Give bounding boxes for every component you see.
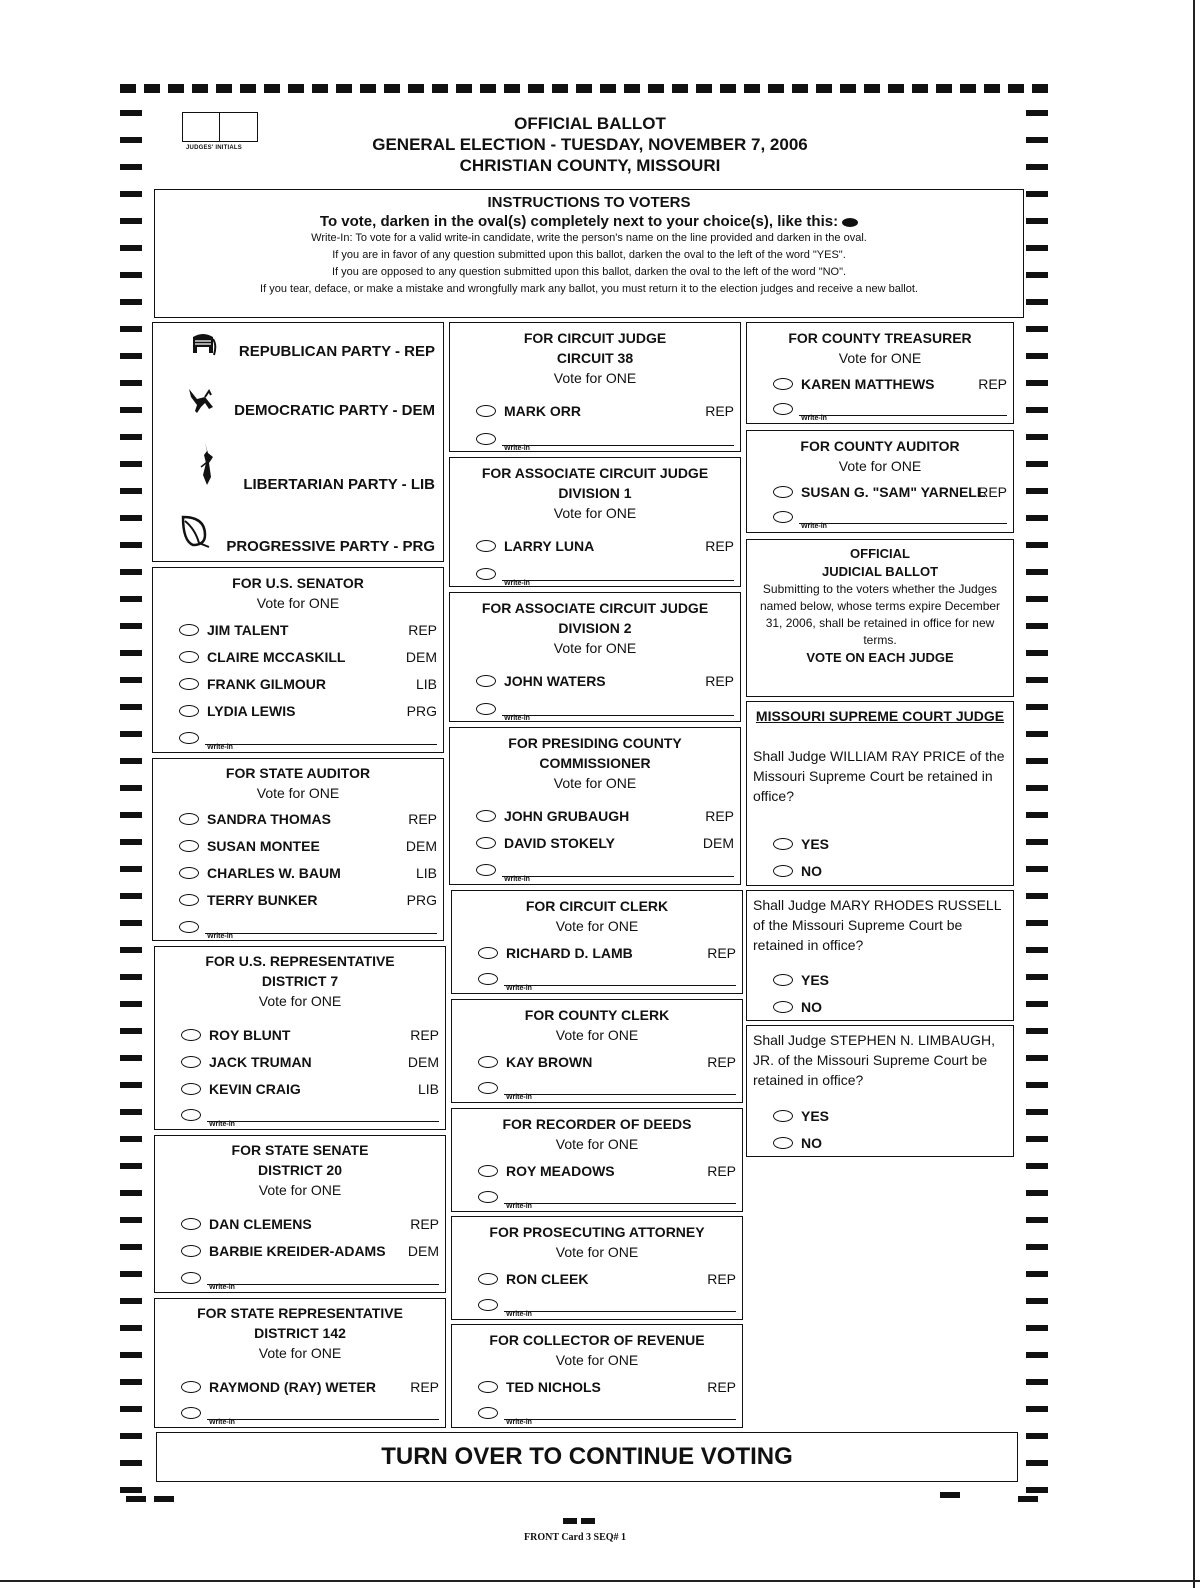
party-label-democratic: DEMOCRATIC PARTY - DEM — [234, 402, 435, 419]
vote-oval[interactable] — [773, 838, 793, 850]
ballot-header — [160, 113, 1020, 176]
write-in-label: Write-in — [209, 1121, 235, 1128]
race-state-representative — [154, 1298, 446, 1428]
vote-oval[interactable] — [179, 732, 199, 744]
write-in-label: Write-in — [506, 985, 532, 992]
no-option[interactable] — [773, 863, 1007, 881]
race-title: FOR STATE AUDITOR — [225, 765, 371, 781]
vote-oval[interactable] — [179, 624, 199, 636]
candidate-name: LYDIA LEWIS — [207, 703, 296, 719]
race-title: FOR CIRCUIT JUDGE — [523, 330, 667, 346]
write-in-line[interactable] — [504, 1094, 736, 1095]
candidate-row[interactable] — [476, 673, 734, 691]
write-in-row[interactable] — [773, 511, 1007, 531]
vote-for-one: Vote for ONE — [555, 1027, 639, 1043]
write-in-line[interactable] — [504, 1311, 736, 1312]
vote-for-one: Vote for ONE — [553, 640, 637, 656]
candidate-party: REP — [410, 1379, 439, 1395]
candidate-name: ROY MEADOWS — [506, 1163, 615, 1179]
vote-oval[interactable] — [181, 1272, 201, 1284]
candidate-name: FRANK GILMOUR — [207, 676, 326, 692]
candidate-party: DEM — [407, 1243, 439, 1259]
candidate-party: REP — [408, 811, 437, 827]
race-circuit-clerk — [451, 890, 743, 994]
candidate-party: DEM — [407, 1054, 439, 1070]
vote-for-one: Vote for ONE — [256, 595, 340, 611]
write-in-line[interactable] — [207, 1419, 439, 1420]
write-in-row[interactable] — [478, 1407, 736, 1427]
candidate-name: SANDRA THOMAS — [207, 811, 331, 827]
vote-oval[interactable] — [478, 1273, 498, 1285]
vote-oval[interactable] — [478, 1191, 498, 1203]
race-title: FOR COUNTY TREASURER — [788, 330, 972, 346]
donkey-icon — [183, 383, 219, 417]
candidate-row[interactable] — [179, 865, 437, 883]
vote-for-one: Vote for ONE — [555, 1136, 639, 1152]
candidate-name: TERRY BUNKER — [207, 892, 318, 908]
write-in-label: Write-in — [504, 445, 530, 452]
candidate-name: KAY BROWN — [506, 1054, 593, 1070]
retention-question-russell — [746, 890, 1014, 1021]
candidate-name: TED NICHOLS — [506, 1379, 601, 1395]
race-title-line2: COMMISSIONER — [539, 755, 651, 771]
write-in-line[interactable] — [207, 1121, 439, 1122]
write-in-line[interactable] — [207, 1284, 439, 1285]
candidate-party: REP — [705, 808, 734, 824]
vote-oval[interactable] — [181, 1407, 201, 1419]
write-in-row[interactable] — [181, 1407, 439, 1427]
race-title: FOR U.S. REPRESENTATIVE — [205, 953, 395, 969]
instructions-main-text: To vote, darken in the oval(s) completely next to your choice(s), like this: — [319, 213, 839, 230]
write-in-label: Write-in — [209, 1419, 235, 1426]
sheet-edge-right — [1193, 0, 1195, 1588]
vote-oval[interactable] — [179, 678, 199, 690]
judicial-title-2: JUDICIAL BALLOT — [821, 564, 939, 579]
retention-question: Shall Judge STEPHEN N. LIMBAUGH, JR. of the Missouri Supreme Court be retained in office? — [753, 1032, 995, 1088]
write-in-row[interactable] — [773, 403, 1007, 423]
vote-for-one: Vote for ONE — [553, 505, 637, 521]
yes-label: YES — [801, 836, 830, 852]
vote-for-one: Vote for ONE — [838, 458, 922, 474]
leaf-icon — [179, 513, 211, 549]
candidate-row[interactable] — [181, 1027, 439, 1045]
race-title: FOR ASSOCIATE CIRCUIT JUDGE — [481, 600, 709, 616]
vote-oval[interactable] — [179, 840, 199, 852]
write-in-row[interactable] — [476, 433, 734, 453]
candidate-party: REP — [978, 484, 1007, 500]
write-in-line[interactable] — [502, 876, 734, 877]
instructions-title: INSTRUCTIONS TO VOTERS — [487, 194, 691, 211]
court-title: MISSOURI SUPREME COURT JUDGE — [755, 708, 1005, 724]
party-emblems-box — [152, 322, 444, 562]
candidate-party: REP — [707, 1054, 736, 1070]
candidate-name: RON CLEEK — [506, 1271, 589, 1287]
vote-oval[interactable] — [773, 403, 793, 415]
vote-for-one: Vote for ONE — [553, 370, 637, 386]
sheet-edge-bottom — [0, 1580, 1200, 1582]
write-in-row[interactable] — [478, 1082, 736, 1102]
candidate-party: PRG — [406, 892, 437, 908]
candidate-party: REP — [705, 538, 734, 554]
candidate-party: REP — [705, 403, 734, 419]
vote-oval[interactable] — [179, 813, 199, 825]
party-label-republican: REPUBLICAN PARTY - REP — [238, 343, 435, 360]
timing-marks-top — [120, 84, 1048, 93]
vote-oval[interactable] — [476, 405, 496, 417]
vote-oval[interactable] — [476, 675, 496, 687]
candidate-row[interactable] — [179, 811, 437, 829]
candidate-row[interactable] — [179, 892, 437, 910]
candidate-name: SUSAN G. "SAM" YARNELL — [801, 484, 986, 500]
candidate-name: SUSAN MONTEE — [207, 838, 320, 854]
candidate-name: JIM TALENT — [207, 622, 289, 638]
judges-initials-label: JUDGES' INITIALS — [186, 145, 242, 151]
candidate-party: REP — [707, 1379, 736, 1395]
race-presiding-commissioner — [449, 727, 741, 885]
vote-oval[interactable] — [478, 1299, 498, 1311]
write-in-line[interactable] — [205, 933, 437, 934]
elephant-icon — [189, 333, 217, 359]
no-label: NO — [801, 863, 822, 879]
candidate-name: ROY BLUNT — [209, 1027, 291, 1043]
no-label: NO — [801, 999, 822, 1015]
race-title: FOR CIRCUIT CLERK — [525, 898, 669, 914]
instructions-main — [155, 213, 1023, 230]
vote-oval[interactable] — [476, 540, 496, 552]
race-district: DISTRICT 142 — [254, 1325, 346, 1341]
candidate-party: REP — [707, 1271, 736, 1287]
write-in-row[interactable] — [181, 1109, 439, 1129]
instructions-line: If you tear, deface, or make a mistake and wrongfully mark any ballot, you must return it to the election judges and receive a new ballot. — [260, 283, 918, 295]
race-us-senator — [152, 567, 444, 753]
write-in-line[interactable] — [504, 985, 736, 986]
vote-oval[interactable] — [476, 810, 496, 822]
candidate-row[interactable] — [478, 1054, 736, 1072]
yes-option[interactable] — [773, 972, 1007, 990]
candidate-party: DEM — [405, 838, 437, 854]
candidate-name: DAN CLEMENS — [209, 1216, 312, 1232]
race-collector-of-revenue — [451, 1324, 743, 1428]
filled-oval-example — [842, 218, 858, 227]
race-title: FOR RECORDER OF DEEDS — [502, 1116, 692, 1132]
turn-over-banner: TURN OVER TO CONTINUE VOTING — [156, 1432, 1018, 1482]
write-in-row[interactable] — [478, 1191, 736, 1211]
timing-marks-right — [1026, 110, 1048, 1500]
write-in-line[interactable] — [502, 580, 734, 581]
candidate-party: DEM — [405, 649, 437, 665]
vote-oval[interactable] — [773, 511, 793, 523]
race-district: DIVISION 1 — [558, 485, 632, 501]
candidate-row[interactable] — [478, 1163, 736, 1181]
write-in-row[interactable] — [476, 864, 734, 884]
card-sequence: FRONT Card 3 SEQ# 1 — [524, 1532, 627, 1543]
retention-question-price — [746, 701, 1014, 886]
race-title: FOR STATE SENATE — [231, 1142, 369, 1158]
candidate-row[interactable] — [179, 838, 437, 856]
write-in-row[interactable] — [478, 1299, 736, 1319]
candidate-row[interactable] — [179, 703, 437, 721]
write-in-label: Write-in — [207, 744, 233, 751]
write-in-label: Write-in — [207, 933, 233, 940]
write-in-line[interactable] — [799, 523, 1007, 524]
write-in-row[interactable] — [478, 973, 736, 993]
vote-oval[interactable] — [773, 1110, 793, 1122]
vote-oval[interactable] — [179, 921, 199, 933]
statue-of-liberty-icon — [195, 441, 219, 489]
race-county-treasurer — [746, 322, 1014, 424]
vote-oval[interactable] — [478, 1082, 498, 1094]
no-option[interactable] — [773, 1135, 1007, 1153]
write-in-label: Write-in — [504, 715, 530, 722]
candidate-row[interactable] — [476, 403, 734, 421]
vote-for-one: Vote for ONE — [256, 785, 340, 801]
vote-oval[interactable] — [181, 1109, 201, 1121]
retention-question: Shall Judge MARY RHODES RUSSELL of the Missouri Supreme Court be retained in office? — [753, 897, 1001, 953]
party-label-progressive: PROGRESSIVE PARTY - PRG — [226, 538, 435, 555]
vote-oval[interactable] — [476, 837, 496, 849]
ballot-title: OFFICIAL BALLOT — [514, 114, 666, 133]
vote-for-one: Vote for ONE — [555, 1244, 639, 1260]
vote-oval[interactable] — [478, 947, 498, 959]
vote-oval[interactable] — [478, 1165, 498, 1177]
yes-option[interactable] — [773, 836, 1007, 854]
vote-for-one: Vote for ONE — [555, 918, 639, 934]
judicial-text: Submitting to the voters whether the Judges named below, whose terms expire December 31, 2006, shall be retained in office for new terms. — [759, 582, 1001, 647]
candidate-party: REP — [408, 622, 437, 638]
candidate-name: LARRY LUNA — [504, 538, 595, 554]
write-in-line[interactable] — [504, 1419, 736, 1420]
vote-oval[interactable] — [773, 974, 793, 986]
race-associate-circuit-judge-div1 — [449, 457, 741, 587]
judicial-ballot-intro — [746, 539, 1014, 697]
candidate-party: REP — [410, 1216, 439, 1232]
vote-for-one: Vote for ONE — [838, 350, 922, 366]
vote-oval[interactable] — [181, 1029, 201, 1041]
race-recorder-of-deeds — [451, 1108, 743, 1212]
write-in-line[interactable] — [205, 744, 437, 745]
yes-label: YES — [801, 972, 830, 988]
candidate-row[interactable] — [478, 1379, 736, 1397]
vote-oval[interactable] — [478, 1407, 498, 1419]
vote-oval[interactable] — [478, 1056, 498, 1068]
race-county-clerk — [451, 999, 743, 1103]
vote-oval[interactable] — [181, 1381, 201, 1393]
write-in-label: Write-in — [801, 415, 827, 422]
candidate-row[interactable] — [476, 835, 734, 853]
write-in-line[interactable] — [504, 1203, 736, 1204]
vote-oval[interactable] — [179, 705, 199, 717]
write-in-label: Write-in — [506, 1203, 532, 1210]
race-title: FOR STATE REPRESENTATIVE — [197, 1305, 403, 1321]
write-in-row[interactable] — [476, 703, 734, 723]
vote-oval[interactable] — [181, 1245, 201, 1257]
candidate-name: DAVID STOKELY — [504, 835, 615, 851]
vote-oval[interactable] — [773, 486, 793, 498]
race-county-auditor — [746, 430, 1014, 533]
candidate-party: REP — [705, 673, 734, 689]
vote-on-each-judge: VOTE ON EACH JUDGE — [806, 650, 954, 665]
candidate-name: BARBIE KREIDER-ADAMS — [209, 1243, 386, 1259]
vote-for-one: Vote for ONE — [258, 1182, 342, 1198]
write-in-label: Write-in — [504, 876, 530, 883]
candidate-party: REP — [978, 376, 1007, 392]
candidate-row[interactable] — [181, 1216, 439, 1234]
timing-marks-left — [120, 110, 142, 1500]
yes-option[interactable] — [773, 1108, 1007, 1126]
write-in-row[interactable] — [179, 921, 437, 941]
write-in-row[interactable] — [179, 732, 437, 752]
candidate-party: REP — [707, 1163, 736, 1179]
candidate-row[interactable] — [773, 484, 1007, 502]
county-title: CHRISTIAN COUNTY, MISSOURI — [459, 156, 721, 175]
candidate-name: RAYMOND (RAY) WETER — [209, 1379, 376, 1395]
retention-question-limbaugh — [746, 1025, 1014, 1157]
candidate-name: JOHN GRUBAUGH — [504, 808, 630, 824]
vote-oval[interactable] — [179, 651, 199, 663]
race-us-representative — [154, 946, 446, 1130]
vote-for-one: Vote for ONE — [553, 775, 637, 791]
election-title: GENERAL ELECTION - TUESDAY, NOVEMBER 7, 2006 — [372, 135, 808, 154]
write-in-row[interactable] — [181, 1272, 439, 1292]
race-title: FOR COLLECTOR OF REVENUE — [489, 1332, 705, 1348]
write-in-label: Write-in — [504, 580, 530, 587]
candidate-name: JOHN WATERS — [504, 673, 606, 689]
vote-for-one: Vote for ONE — [258, 993, 342, 1009]
vote-oval[interactable] — [773, 378, 793, 390]
no-label: NO — [801, 1135, 822, 1151]
write-in-row[interactable] — [476, 568, 734, 588]
write-in-label: Write-in — [506, 1311, 532, 1318]
candidate-row[interactable] — [478, 945, 736, 963]
candidate-row[interactable] — [179, 676, 437, 694]
race-title: FOR COUNTY AUDITOR — [800, 438, 960, 454]
race-district: DISTRICT 7 — [261, 973, 339, 989]
race-title: FOR ASSOCIATE CIRCUIT JUDGE — [481, 465, 709, 481]
race-district: DISTRICT 20 — [257, 1162, 342, 1178]
candidate-name: CLAIRE MCCASKILL — [207, 649, 346, 665]
write-in-label: Write-in — [506, 1419, 532, 1426]
race-title: FOR PROSECUTING ATTORNEY — [489, 1224, 705, 1240]
write-in-line[interactable] — [502, 715, 734, 716]
write-in-label: Write-in — [506, 1094, 532, 1101]
candidate-row[interactable] — [181, 1379, 439, 1397]
vote-oval[interactable] — [476, 703, 496, 715]
vote-oval[interactable] — [181, 1083, 201, 1095]
race-title: FOR COUNTY CLERK — [524, 1007, 670, 1023]
candidate-row[interactable] — [476, 538, 734, 556]
race-prosecuting-attorney — [451, 1216, 743, 1320]
candidate-row[interactable] — [181, 1081, 439, 1099]
candidate-party: LIB — [415, 676, 437, 692]
candidate-party: LIB — [417, 1081, 439, 1097]
candidate-row[interactable] — [773, 376, 1007, 394]
vote-oval[interactable] — [476, 433, 496, 445]
instructions-line: Write-In: To vote for a valid write-in candidate, write the person's name on the line provided and darken in the oval. — [311, 232, 867, 244]
race-state-auditor — [152, 758, 444, 941]
candidate-name: KAREN MATTHEWS — [801, 376, 935, 392]
candidate-name: RICHARD D. LAMB — [506, 945, 633, 961]
vote-oval[interactable] — [179, 867, 199, 879]
race-state-senate — [154, 1135, 446, 1293]
vote-oval[interactable] — [476, 568, 496, 580]
candidate-row[interactable] — [179, 649, 437, 667]
write-in-line[interactable] — [799, 415, 1007, 416]
vote-oval[interactable] — [773, 1137, 793, 1149]
candidate-name: JACK TRUMAN — [209, 1054, 312, 1070]
vote-oval[interactable] — [773, 1001, 793, 1013]
race-title: FOR U.S. SENATOR — [232, 575, 364, 591]
judicial-title-1: OFFICIAL — [850, 546, 910, 561]
write-in-label: Write-in — [801, 523, 827, 530]
candidate-party: PRG — [406, 703, 437, 719]
candidate-row[interactable] — [181, 1054, 439, 1072]
write-in-line[interactable] — [502, 445, 734, 446]
candidate-party: REP — [707, 945, 736, 961]
candidate-row[interactable] — [181, 1243, 439, 1261]
no-option[interactable] — [773, 999, 1007, 1017]
candidate-name: MARK ORR — [504, 403, 581, 419]
vote-oval[interactable] — [181, 1056, 201, 1068]
candidate-row[interactable] — [476, 808, 734, 826]
candidate-party: REP — [410, 1027, 439, 1043]
vote-for-one: Vote for ONE — [258, 1345, 342, 1361]
candidate-name: CHARLES W. BAUM — [207, 865, 341, 881]
vote-for-one: Vote for ONE — [555, 1352, 639, 1368]
write-in-label: Write-in — [209, 1284, 235, 1291]
vote-oval[interactable] — [478, 973, 498, 985]
candidate-party: DEM — [702, 835, 734, 851]
vote-oval[interactable] — [773, 865, 793, 877]
race-district: DIVISION 2 — [558, 620, 632, 636]
instructions-box — [154, 189, 1024, 318]
vote-oval[interactable] — [179, 894, 199, 906]
race-circuit-judge — [449, 322, 741, 452]
vote-oval[interactable] — [476, 864, 496, 876]
candidate-party: LIB — [415, 865, 437, 881]
vote-oval[interactable] — [478, 1381, 498, 1393]
race-associate-circuit-judge-div2 — [449, 592, 741, 722]
yes-label: YES — [801, 1108, 830, 1124]
vote-oval[interactable] — [181, 1218, 201, 1230]
retention-question: Shall Judge WILLIAM RAY PRICE of the Missouri Supreme Court be retained in office? — [753, 748, 1005, 804]
instructions-line: If you are in favor of any question submitted upon this ballot, darken the oval to the left of the word "YES". — [332, 249, 846, 261]
race-district: CIRCUIT 38 — [556, 350, 634, 366]
instructions-line: If you are opposed to any question submitted upon this ballot, darken the oval to the left of the word "NO". — [331, 266, 847, 278]
candidate-row[interactable] — [179, 622, 437, 640]
party-label-libertarian: LIBERTARIAN PARTY - LIB — [243, 476, 435, 493]
candidate-row[interactable] — [478, 1271, 736, 1289]
race-title: FOR PRESIDING COUNTY — [508, 735, 682, 751]
candidate-name: KEVIN CRAIG — [209, 1081, 301, 1097]
